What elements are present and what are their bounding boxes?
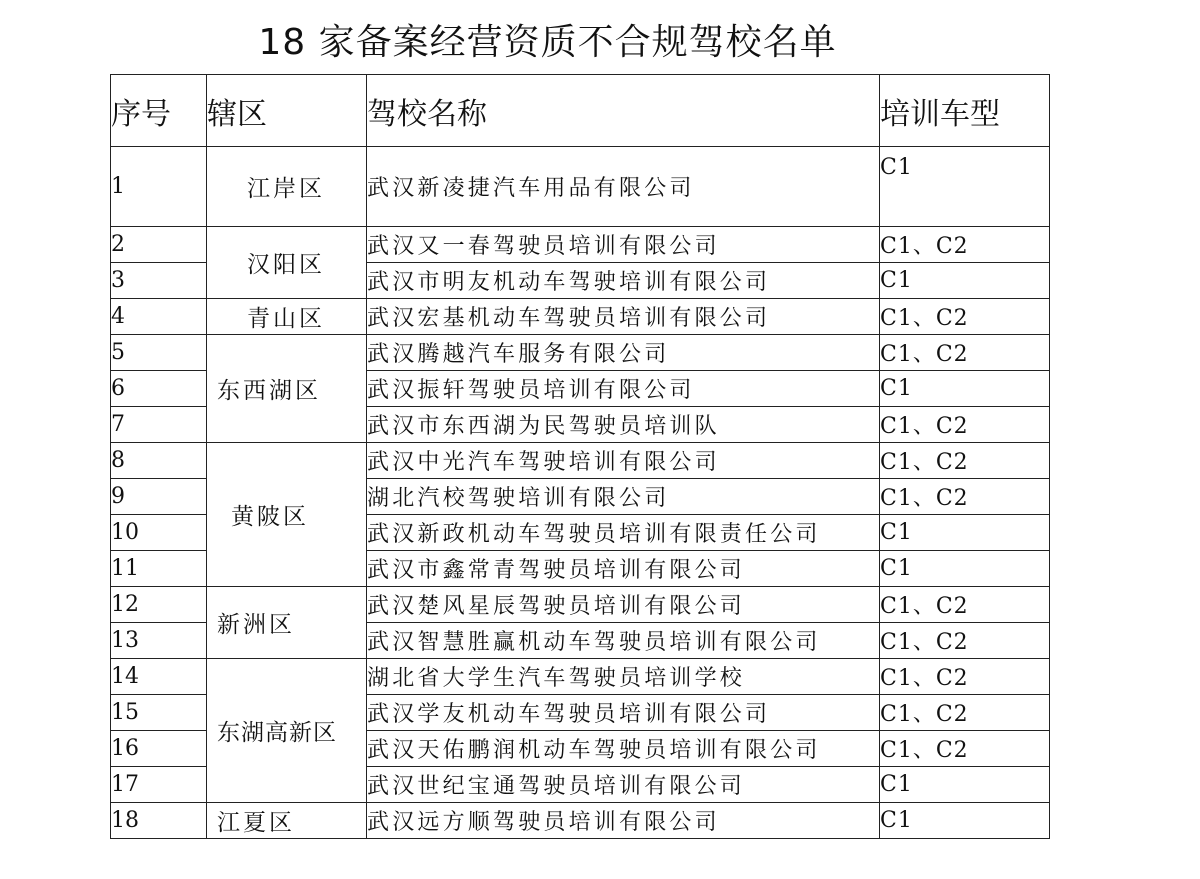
district-cell: 江夏区 — [207, 803, 367, 839]
vehicle-type: C1、C2 — [880, 479, 1050, 515]
vehicle-type: C1、C2 — [880, 659, 1050, 695]
district-cell: 青山区 — [207, 299, 367, 335]
table-row — [111, 803, 1050, 839]
district-cell: 汉阳区 — [207, 227, 367, 299]
row-seq: 16 — [111, 731, 207, 767]
vehicle-type: C1、C2 — [880, 695, 1050, 731]
district-cell: 东湖高新区 — [207, 659, 367, 803]
table-row — [111, 335, 1050, 371]
vehicle-type: C1、C2 — [880, 335, 1050, 371]
header-type: 培训车型 — [880, 75, 1050, 147]
school-name: 武汉腾越汽车服务有限公司 — [367, 335, 880, 371]
page-title: 18 家备案经营资质不合规驾校名单 — [258, 22, 837, 63]
row-seq: 1 — [111, 147, 207, 227]
table-row — [111, 587, 1050, 623]
header-row — [111, 75, 1050, 147]
table-row — [111, 299, 1050, 335]
row-seq: 3 — [111, 263, 207, 299]
school-name: 武汉又一春驾驶员培训有限公司 — [367, 227, 880, 263]
row-seq: 7 — [111, 407, 207, 443]
school-name: 武汉新政机动车驾驶员培训有限责任公司 — [367, 515, 880, 551]
row-seq: 10 — [111, 515, 207, 551]
vehicle-type: C1、C2 — [880, 407, 1050, 443]
row-seq: 15 — [111, 695, 207, 731]
row-seq: 13 — [111, 623, 207, 659]
district-cell: 黄陂区 — [207, 443, 367, 587]
school-name: 武汉振轩驾驶员培训有限公司 — [367, 371, 880, 407]
vehicle-type: C1、C2 — [880, 227, 1050, 263]
district-cell: 新洲区 — [207, 587, 367, 659]
table-row — [111, 443, 1050, 479]
school-name: 武汉市明友机动车驾驶培训有限公司 — [367, 263, 880, 299]
table-row — [111, 147, 1050, 227]
school-name: 武汉天佑鹏润机动车驾驶员培训有限公司 — [367, 731, 880, 767]
school-name: 武汉楚风星辰驾驶员培训有限公司 — [367, 587, 880, 623]
header-name: 驾校名称 — [367, 75, 880, 147]
row-seq: 14 — [111, 659, 207, 695]
driving-school-table — [110, 74, 1050, 839]
school-name: 武汉世纪宝通驾驶员培训有限公司 — [367, 767, 880, 803]
row-seq: 8 — [111, 443, 207, 479]
district-cell: 江岸区 — [207, 147, 367, 227]
school-name: 武汉智慧胜赢机动车驾驶员培训有限公司 — [367, 623, 880, 659]
table-row — [111, 227, 1050, 263]
row-seq: 18 — [111, 803, 207, 839]
row-seq: 6 — [111, 371, 207, 407]
district-cell: 东西湖区 — [207, 335, 367, 443]
vehicle-type: C1 — [880, 767, 1050, 803]
table-row — [111, 659, 1050, 695]
vehicle-type: C1 — [880, 263, 1050, 299]
school-name: 湖北汽校驾驶培训有限公司 — [367, 479, 880, 515]
vehicle-type: C1、C2 — [880, 587, 1050, 623]
vehicle-type: C1 — [880, 515, 1050, 551]
vehicle-type: C1、C2 — [880, 299, 1050, 335]
vehicle-type: C1 — [880, 551, 1050, 587]
vehicle-type: C1 — [880, 371, 1050, 407]
row-seq: 2 — [111, 227, 207, 263]
school-name: 武汉市东西湖为民驾驶员培训队 — [367, 407, 880, 443]
row-seq: 4 — [111, 299, 207, 335]
school-name: 湖北省大学生汽车驾驶员培训学校 — [367, 659, 880, 695]
school-name: 武汉学友机动车驾驶员培训有限公司 — [367, 695, 880, 731]
vehicle-type: C1 — [880, 803, 1050, 839]
school-name: 武汉新凌捷汽车用品有限公司 — [367, 147, 880, 227]
header-district: 辖区 — [207, 75, 367, 147]
vehicle-type: C1、C2 — [880, 443, 1050, 479]
school-name: 武汉市鑫常青驾驶员培训有限公司 — [367, 551, 880, 587]
row-seq: 17 — [111, 767, 207, 803]
vehicle-type: C1、C2 — [880, 623, 1050, 659]
school-name: 武汉宏基机动车驾驶员培训有限公司 — [367, 299, 880, 335]
row-seq: 9 — [111, 479, 207, 515]
school-name: 武汉中光汽车驾驶培训有限公司 — [367, 443, 880, 479]
row-seq: 5 — [111, 335, 207, 371]
vehicle-type: C1 — [880, 147, 1050, 227]
header-seq: 序号 — [111, 75, 207, 147]
row-seq: 12 — [111, 587, 207, 623]
vehicle-type: C1、C2 — [880, 731, 1050, 767]
school-name: 武汉远方顺驾驶员培训有限公司 — [367, 803, 880, 839]
row-seq: 11 — [111, 551, 207, 587]
